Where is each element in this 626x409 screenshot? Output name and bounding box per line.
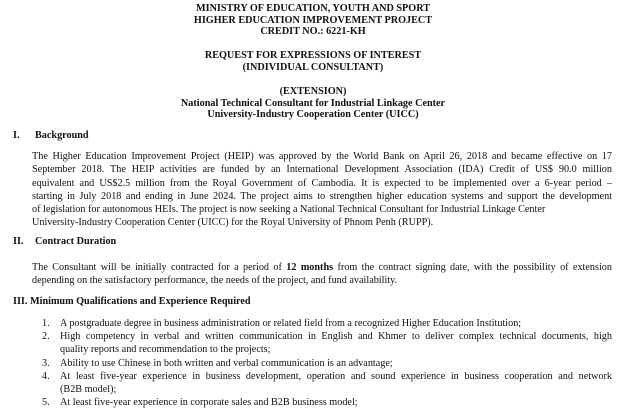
text-line: September 2018. The HEIP activities are funded by an International Development Association (IDA) Credit of US$ 90.0 million [32, 164, 612, 176]
text-line: quality reports and recommendation to the projects; [60, 344, 271, 356]
qualifications-list [42, 317, 612, 409]
extension-line: (EXTENSION) [279, 86, 347, 97]
background-paragraph [32, 150, 612, 230]
item-number: 4. [42, 370, 50, 382]
duration-highlight: 12 months [286, 262, 334, 273]
center-line: University-Industry Cooperation Center (UICC) [207, 109, 419, 120]
section-number: I. [13, 130, 20, 141]
item-number: 5. [42, 397, 50, 409]
request-line: REQUEST FOR EXPRESSIONS OF INTEREST [204, 50, 422, 61]
text-segment: The Consultant will be initially contracted for a period of [32, 262, 287, 273]
section-title: Contract Duration [35, 236, 117, 247]
section-number: III. [13, 296, 28, 307]
list-item [42, 357, 612, 370]
text-line: At least five-year experience in business development, operation and sound experience in business cooperation and network [60, 370, 612, 382]
list-item [42, 370, 612, 396]
section-heading-contract-duration [13, 236, 116, 248]
position-title [0, 86, 626, 121]
text-line: starting in July 2018 and ending in June 2024. The project aims to strengthen higher education systems and support the development [32, 190, 612, 202]
consultant-type-line: (INDIVIDUAL CONSULTANT) [242, 61, 384, 73]
text-line: (B2B model); [60, 384, 117, 396]
request-title [0, 50, 626, 73]
list-item [42, 317, 612, 330]
text-line: Ability to use Chinese in both written and verbal communication is an advantage; [60, 357, 393, 369]
section-heading-qualifications [13, 296, 251, 308]
item-number: 3. [42, 357, 50, 369]
text-line: equivalent and US$2.5 million from the Royal Government of Cambodia. It is expected to be implemented over a 6-year period – [32, 177, 612, 189]
list-item [42, 330, 612, 356]
section-heading-background [13, 130, 89, 142]
text-segment: from the contract signing date, with the possibility of extension [333, 262, 612, 273]
item-number: 2. [42, 331, 50, 343]
list-item [42, 396, 612, 409]
credit-line: CREDIT NO.: 6221-KH [260, 26, 366, 37]
text-line: of legislation for autonomous HEIs. The project is now seeking a National Technical Consultant for Industrial Linkage Center [32, 204, 546, 216]
text-line: A postgraduate degree in business administration or related field from a recognized Higher Education Institution; [60, 318, 522, 329]
text-line: High competency in verbal and written communication in English and Khmer to deliver complex technical documents, high [60, 331, 612, 343]
contract-paragraph [32, 261, 612, 288]
text-line: University-Industry Cooperation Center (UICC) for the Royal University of Phnom Penh (RUPP). [32, 217, 434, 229]
section-number: II. [13, 236, 24, 247]
text-line: At least five-year experience in corporate sales and B2B business model; [60, 397, 358, 409]
text-line: depending on the satisfactory performance, the needs of the project, and fund availability. [32, 275, 398, 287]
section-title: Minimum Qualifications and Experience Required [30, 296, 251, 307]
document-header [0, 3, 626, 38]
section-title: Background [35, 130, 89, 141]
ministry-line: MINISTRY OF EDUCATION, YOUTH AND SPORT [196, 3, 430, 14]
text-line [32, 261, 612, 274]
project-line: HIGHER EDUCATION IMPROVEMENT PROJECT [193, 14, 433, 26]
text-line: The Higher Education Improvement Project (HEIP) was approved by the World Bank on April 26, 2018 and became effective on 17 [32, 151, 612, 162]
position-line: National Technical Consultant for Industrial Linkage Center [180, 97, 446, 109]
item-number: 1. [42, 318, 50, 329]
